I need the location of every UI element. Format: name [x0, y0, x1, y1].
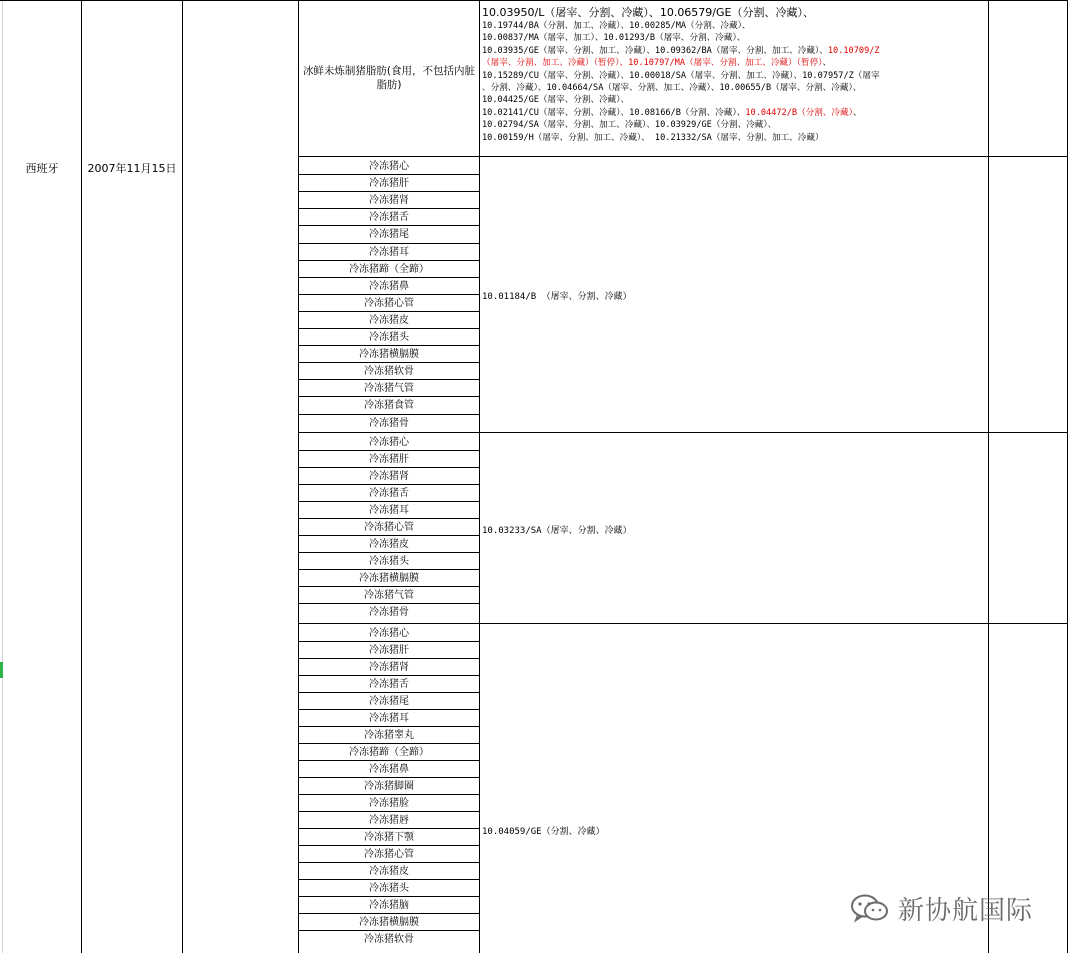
product-item: 冷冻猪头 [369, 332, 409, 343]
product-item: 冷冻猪气管 [364, 383, 414, 395]
product-item: 冷冻猪心 [369, 628, 409, 639]
row-border [298, 518, 480, 519]
row-border [298, 345, 480, 346]
product-item: 冷冻猪软骨 [364, 934, 414, 945]
row-border [298, 467, 480, 468]
wechat-icon [850, 893, 890, 923]
product-item: 冷冻猪蹄（全蹄） [349, 747, 429, 758]
watermark [850, 888, 1033, 928]
product-item: 冷冻猪皮 [369, 314, 409, 326]
row-border [298, 328, 480, 329]
row-border [298, 277, 480, 278]
plant-code-block2: 10.01184/B （屠宰、分割、冷藏） [482, 292, 632, 302]
product-item: 冷冻猪横膈膜 [359, 349, 419, 361]
product-item: 冷冻猪头 [369, 556, 409, 567]
product-item: 冷冻猪舌 [369, 212, 409, 224]
product-item: 冷冻猪耳 [369, 713, 409, 724]
product-item: 冷冻猪舌 [369, 488, 409, 499]
plant-code-line [482, 20, 987, 32]
suspended-code-text: 10.04472/B（分割、冷藏） [745, 107, 853, 118]
product-item: 冷冻猪软骨 [364, 366, 414, 378]
product-item: 冷冻猪肝 [369, 178, 409, 190]
plant-code-text: 、 [852, 107, 862, 118]
plant-code-line [482, 132, 987, 144]
plant-code-text: 10.04425/GE（屠宰、分割、冷藏）、 [482, 95, 630, 106]
row-border [298, 535, 480, 536]
product-cell-pork-fat: 冰鲜未炼制猪脂肪(食用，不包括内脏脂肪) [302, 65, 476, 91]
row-border [298, 362, 480, 363]
product-item: 冷冻猪食管 [364, 400, 414, 412]
plant-code-line [482, 82, 987, 94]
row-border [298, 777, 480, 778]
row-border [298, 675, 480, 676]
row-border [298, 484, 480, 485]
row-selection-marker [0, 662, 3, 678]
product-item: 冷冻猪肾 [369, 662, 409, 673]
row-border [298, 501, 480, 502]
plant-code-line [482, 6, 987, 20]
plant-code-text: 10.19744/BA（分割、加工、冷藏）、10.00285/MA（分割、冷藏）、 [482, 21, 751, 31]
product-item: 冷冻猪尾 [369, 229, 409, 241]
row-border [298, 396, 480, 397]
plant-code-line [482, 32, 987, 44]
plant-code-line [482, 94, 987, 106]
product-item: 冷冻猪心管 [364, 849, 414, 860]
product-item: 冷冻猪肝 [369, 645, 409, 656]
row-border [298, 191, 480, 192]
product-item: 冷冻猪横膈膜 [359, 917, 419, 928]
product-item: 冷冻猪耳 [369, 505, 409, 516]
product-item: 冷冻猪骨 [369, 607, 409, 618]
row-border [298, 828, 480, 829]
row-border [298, 743, 480, 744]
date-cell: 2007年11月15日 [87, 162, 177, 175]
product-item: 冷冻猪皮 [369, 539, 409, 550]
plant-code-line [482, 70, 987, 82]
plant-code-text: 10.00159/H（屠宰、分割、加工、冷藏）、 10.21332/SA（屠宰、分割、加工、冷藏） [482, 132, 824, 143]
plant-code-text: 10.00837/MA（屠宰、加工）、10.01293/B（屠宰、分割、冷藏）、 [482, 33, 746, 44]
row-border [298, 414, 480, 415]
row-border [298, 726, 480, 727]
plant-code-text: 10.02141/CU（屠宰、分割、冷藏）、10.08166/B（分割、冷藏）、 [482, 107, 746, 118]
row-border [298, 845, 480, 846]
product-item: 冷冻猪鼻 [369, 280, 409, 292]
plant-code-line [482, 119, 987, 131]
plant-code-block3: 10.03233/SA（屠宰、分割、冷藏） [482, 526, 632, 536]
product-item: 冷冻猪尾 [369, 696, 409, 707]
product-item: 冷冻猪肝 [369, 454, 409, 465]
product-item: 冷冻猪气管 [364, 590, 414, 601]
product-item: 冷冻猪耳 [369, 246, 409, 258]
plant-code-text: 10.15289/CU（屠宰、分割、冷藏）、10.00018/SA（屠宰、分割、加工、冷藏）、10.07957/Z（屠宰 [482, 70, 880, 81]
product-item: 冷冻猪脚圈 [364, 781, 414, 792]
product-item: 冷冻猪脑 [369, 900, 409, 911]
row-border [298, 811, 480, 812]
product-item: 冷冻猪蹄（全蹄） [349, 263, 429, 275]
plant-code-line [482, 107, 987, 119]
product-item: 冷冻猪心 [369, 161, 409, 172]
suspended-code-text: 10.10709/Z [827, 45, 880, 56]
row-border [298, 692, 480, 693]
plant-code-text: 10.03950/L（屠宰、分割、冷藏）、10.06579/GE（分割、冷藏）、 [482, 6, 814, 19]
product-item: 冷冻猪肾 [369, 195, 409, 207]
product-item: 冷冻猪心管 [364, 297, 414, 309]
row-border [298, 913, 480, 914]
product-item: 冷冻猪肾 [369, 471, 409, 482]
row-border [298, 641, 480, 642]
row-border [298, 896, 480, 897]
product-item: 冷冻猪横膈膜 [359, 573, 419, 584]
plant-code-text: 、分割、冷藏）、10.04664/SA（屠宰、分割、加工、冷藏）、10.00655/B（屠宰、分割、冷藏）、 [482, 83, 862, 94]
row-border [298, 243, 480, 244]
row-border [298, 586, 480, 587]
product-item: 冷冻猪骨 [369, 417, 409, 429]
row-border [298, 930, 480, 931]
plant-code-text: 10.03935/GE（屠宰、分割、加工、冷藏）、10.09362/BA（屠宰、分割、加工、冷藏）、 [482, 45, 828, 56]
product-item: 冷冻猪鼻 [369, 764, 409, 775]
row-border [298, 879, 480, 880]
row-border [298, 760, 480, 761]
product-item: 冷冻猪唇 [369, 815, 409, 826]
product-item: 冷冻猪下颚 [364, 832, 414, 843]
plant-code-block4: 10.04059/GE（分割、冷藏） [482, 827, 605, 837]
row-border [298, 208, 480, 209]
row-border [298, 794, 480, 795]
row-border [298, 294, 480, 295]
product-item: 冷冻猪皮 [369, 866, 409, 877]
row-border [298, 709, 480, 710]
plant-code-text: 、 [822, 58, 832, 69]
product-item: 冷冻猪心管 [364, 522, 414, 533]
row-border [298, 552, 480, 553]
product-item: 冷冻猪头 [369, 883, 409, 894]
product-item: 冷冻猪睾丸 [364, 730, 414, 741]
watermark-text: 新协航国际 [898, 895, 1034, 926]
plant-code-text: 10.02794/SA（屠宰、分割、加工、冷藏）、10.03929/GE（分割、冷藏）、 [482, 120, 777, 131]
row-border [298, 260, 480, 261]
country-cell: 西班牙 [25, 162, 59, 175]
product-item: 冷冻猪脸 [369, 798, 409, 809]
row-border [298, 379, 480, 380]
approved-plant-codes-block1 [482, 6, 987, 144]
plant-code-line [482, 45, 987, 57]
row-border [298, 174, 480, 175]
plant-code-line [482, 57, 987, 69]
product-item: 冷冻猪心 [369, 437, 409, 448]
row-border [298, 658, 480, 659]
row-border [298, 450, 480, 451]
suspended-code-text: （屠宰、分割、加工、冷藏）（暂停）、10.10797/MA（屠宰、分割、加工、冷藏）（暂停） [482, 58, 823, 69]
product-item: 冷冻猪舌 [369, 679, 409, 690]
row-border [298, 603, 480, 604]
row-border [298, 311, 480, 312]
row-border [298, 225, 480, 226]
row-border [298, 569, 480, 570]
row-border [298, 862, 480, 863]
